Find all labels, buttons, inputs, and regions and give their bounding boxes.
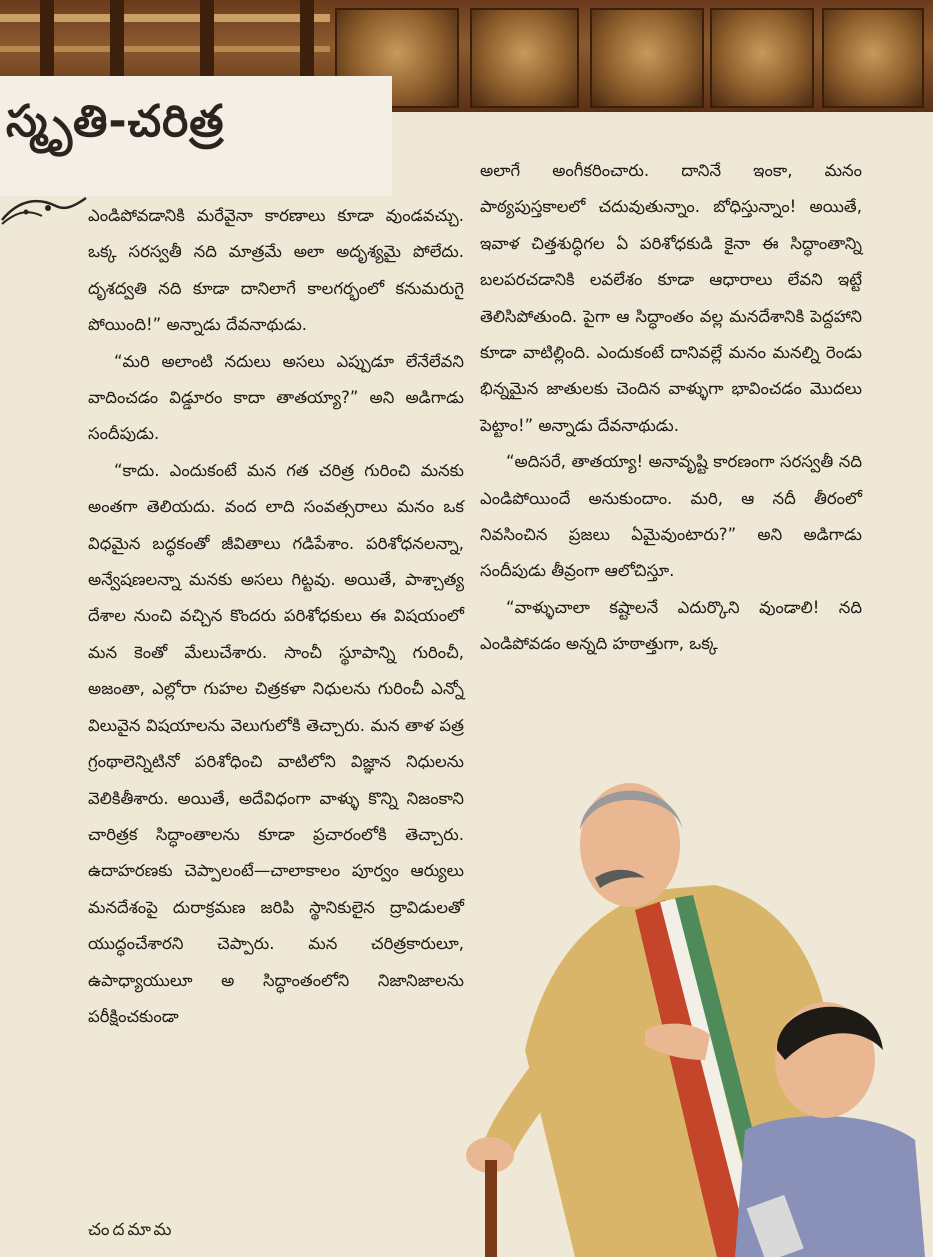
magazine-name-footer: చందమామ [88, 1220, 175, 1240]
left-paragraph-3: “కాదు. ఎందుకంటే మన గత చరిత్ర గురించి మనకు అంతగా తెలియదు. వంద లాది సంవత్సరాలు మనం ఒక విధమైన బద్ధకంతో జీవితాలు గడిపేశాం. పరిశోధనలన్నా, అన్వేషణలన్నా మనకు అసలు గిట్టవు. అయితే, పాశ్చాత్య దేశాల నుంచి వచ్చిన కొందరు పరిశోధకులు ఈ విషయంలో మన కెంతో మేలుచేశారు. సాంచీ స్థూపాన్ని గురించీ, అజంతా, ఎల్లోరా గుహల చిత్రకళా నిధులను గురించీ ఎన్నో విలువైన విషయాలను వెలుగులోకి తెచ్చారు. మన తాళ పత్ర గ్రంథాలెన్నిటినో పరిశోధించి వాటిలోని విజ్ఞాన నిధులను వెలికితీశారు. అయితే, అదేవిధంగా వాళ్ళు కొన్ని నిజంకాని చారిత్రక సిద్ధాంతాలను కూడా ప్రచారంలోకి తెచ్చారు. ఉదాహరణకు చెప్పాలంటే—చాలాకాలం పూర్వం ఆర్యులు మనదేశంపై దురాక్రమణ జరిపి స్థానికులైన ద్రావిడులతో యుద్ధంచేశారని చెప్పారు. మన చరిత్రకారులూ, ఉపాధ్యాయులూ అ సిద్ధాంతంలోని నిజానిజాలను పరీక్షించకుండా [88, 460, 464, 1026]
left-text-column [88, 198, 464, 1035]
right-paragraph-1: అలాగే అంగీకరించారు. దానినే ఇంకా, మనం పాఠ్యపుస్తకాలలో చదువుతున్నాం. బోధిస్తున్నాం! అయితే, ఇవాళ చిత్తశుద్ధిగల ఏ పరిశోధకుడి కైనా ఈ సిద్ధాంతాన్ని బలపరచడానికి లవలేశం కూడా ఆధారాలు లేవని ఇట్టే తెలిసిపోతుంది. పైగా ఆ సిద్ధాంతం వల్ల మనదేశానికి పెద్దహాని కూడా వాటిల్లింది. ఎందుకంటే దానివల్లే మనం మనల్ని రెండు భిన్నమైన జాతులకు చెందిన వాళ్ళుగా భావించడం మొదలు పెట్టాం!” అన్నాడు దేవనాథుడు. [480, 161, 862, 435]
title-ornament-icon [0, 190, 90, 230]
right-text-column [480, 153, 862, 663]
page-title: స్మృతి-చరిత్ర [6, 96, 225, 147]
left-paragraph-2: “మరి అలాంటి నదులు అసలు ఎప్పుడూ లేనేలేవని వాదించడం విడ్డూరం కాదా తాతయ్యా?” అని అడిగాడు సందీపుడు. [88, 351, 464, 444]
right-paragraph-3: “వాళ్ళుచాలా కష్టాలనే ఎదుర్కొని వుండాలి! నది ఎండిపోవడం అన్నది హఠాత్తుగా, ఒక్క [480, 597, 862, 654]
grandfather-grandson-illustration-icon [455, 760, 933, 1257]
left-paragraph-1: ఎండిపోవడానికి మరేవైనా కారణాలు కూడా వుండవచ్చు. ఒక్క సరస్వతీ నది మాత్రమే అలా అదృశ్యమై పోలేదు. దృశద్వతి నది కూడా దానిలాగే కాలగర్భంలో కనుమరుగై పోయింది!” అన్నాడు దేవనాథుడు. [88, 206, 464, 335]
right-paragraph-2: “అదిసరే, తాతయ్యా! అనావృష్టి కారణంగా సరస్వతీ నది ఎండిపోయిందే అనుకుందాం. మరి, ఆ నదీ తీరంలో నివసించిన ప్రజలు ఏమైవుంటారు?” అని అడిగాడు సందీపుడు తీవ్రంగా ఆలోచిస్తూ. [480, 452, 862, 581]
